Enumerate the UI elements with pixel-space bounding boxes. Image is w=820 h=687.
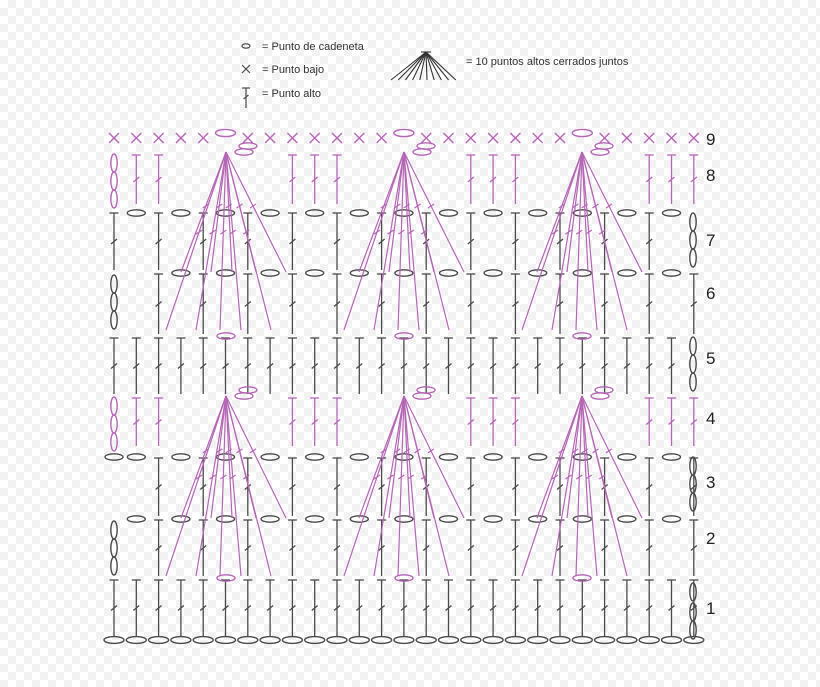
double-crochet-stitch: [422, 520, 431, 576]
chain-stitch: [461, 637, 481, 644]
double-crochet-stitch: [645, 274, 654, 334]
chain-stitch: [126, 637, 146, 644]
chain-stitch: [663, 516, 681, 522]
double-crochet-stitch: [511, 580, 520, 636]
double-crochet-stitch: [689, 155, 698, 204]
double-crochet-stitch: [399, 580, 408, 636]
row-label-5: 5: [706, 349, 716, 368]
double-crochet-stitch: [667, 155, 676, 204]
double-crochet-stitch: [645, 520, 654, 576]
double-crochet-stitch: [578, 580, 587, 636]
chain-stitch: [618, 516, 636, 522]
chain-stitch: [690, 603, 696, 621]
chain-stitch: [282, 637, 302, 644]
chain-stitch: [172, 454, 190, 460]
double-crochet-stitch: [689, 274, 698, 334]
chain-stitch: [618, 210, 636, 216]
chain-stitch: [261, 516, 279, 522]
legend-chain-label: = Punto de cadeneta: [262, 41, 364, 53]
double-crochet-stitch: [511, 155, 520, 204]
single-crochet-stitch: [689, 133, 699, 143]
single-crochet-stitch: [265, 133, 275, 143]
legend-single-crochet-icon: [242, 65, 250, 73]
double-crochet-stitch: [667, 398, 676, 446]
double-crochet-stitch: [556, 580, 565, 636]
legend-cluster-label: = 10 puntos altos cerrados juntos: [466, 56, 629, 68]
chain-stitch: [690, 373, 696, 391]
double-crochet-stitch: [622, 580, 631, 636]
chain-stitch: [127, 210, 145, 216]
double-crochet-stitch: [221, 580, 230, 636]
double-crochet-stitch: [377, 338, 386, 394]
double-crochet-stitch: [489, 155, 498, 204]
double-crochet-stitch: [154, 520, 163, 576]
double-crochet-stitch: [310, 398, 319, 446]
double-crochet-stitch: [310, 580, 319, 636]
double-crochet-stitch: [176, 580, 185, 636]
legend-double-crochet-icon: [242, 88, 250, 108]
double-crochet-stitch: [243, 274, 252, 334]
chain-stitch: [484, 516, 502, 522]
single-crochet-stitch: [466, 133, 476, 143]
chain-stitch: [111, 397, 117, 415]
double-crochet-stitch: [310, 338, 319, 394]
double-crochet-stitch: [645, 458, 654, 516]
row-label-4: 4: [706, 409, 716, 428]
double-crochet-stitch: [511, 520, 520, 576]
chain-stitch: [305, 637, 325, 644]
single-crochet-stitch: [310, 133, 320, 143]
double-crochet-stitch: [600, 274, 609, 334]
row-label-2: 2: [706, 529, 716, 548]
double-crochet-stitch: [578, 338, 587, 394]
row-label-1: 1: [706, 599, 716, 618]
chain-stitch: [306, 454, 324, 460]
double-crochet-stitch: [645, 338, 654, 394]
double-crochet-stitch: [489, 398, 498, 446]
chain-stitch: [111, 172, 117, 190]
chain-stitch: [439, 637, 459, 644]
double-crochet-stitch: [489, 338, 498, 394]
double-crochet-stitch: [667, 338, 676, 394]
double-crochet-stitch: [288, 213, 297, 270]
single-crochet-stitch: [154, 133, 164, 143]
double-crochet-stitch: [511, 338, 520, 394]
chain-stitch: [440, 454, 458, 460]
chain-stitch: [171, 637, 191, 644]
chain-stitch: [111, 293, 117, 311]
chain-stitch: [111, 539, 117, 557]
double-crochet-stitch: [377, 580, 386, 636]
chain-stitch: [350, 210, 368, 216]
double-crochet-stitch: [667, 580, 676, 636]
double-crochet-stitch: [132, 580, 141, 636]
chain-stitch: [111, 521, 117, 539]
chain-stitch: [483, 637, 503, 644]
double-crochet-stitch: [645, 155, 654, 204]
double-crochet-stitch: [422, 580, 431, 636]
chain-stitch: [528, 637, 548, 644]
double-crochet-stitch: [110, 213, 119, 270]
chain-stitch: [349, 637, 369, 644]
cluster-stitch: [166, 152, 286, 330]
chain-stitch: [111, 557, 117, 575]
chain-stitch: [111, 154, 117, 172]
double-crochet-stitch: [199, 520, 208, 576]
chain-stitch: [618, 270, 636, 276]
single-crochet-stitch: [131, 133, 141, 143]
double-crochet-stitch: [645, 398, 654, 446]
chain-stitch: [690, 355, 696, 373]
double-crochet-stitch: [154, 274, 163, 334]
chain-stitch: [484, 270, 502, 276]
double-crochet-stitch: [466, 398, 475, 446]
row-label-3: 3: [706, 473, 716, 492]
row-label-7: 7: [706, 231, 716, 250]
chain-stitch: [690, 231, 696, 249]
cluster-stitch: [522, 152, 642, 330]
double-crochet-stitch: [243, 338, 252, 394]
double-crochet-stitch: [511, 458, 520, 516]
single-crochet-stitch: [377, 133, 387, 143]
double-crochet-stitch: [221, 338, 230, 394]
double-crochet-stitch: [266, 338, 275, 394]
double-crochet-stitch: [288, 155, 297, 204]
chain-stitch: [260, 637, 280, 644]
double-crochet-stitch: [466, 274, 475, 334]
double-crochet-stitch: [333, 338, 342, 394]
double-crochet-stitch: [466, 338, 475, 394]
chain-stitch: [550, 637, 570, 644]
single-crochet-stitch: [421, 133, 431, 143]
chain-stitch: [690, 457, 696, 475]
double-crochet-stitch: [110, 338, 119, 394]
double-crochet-stitch: [333, 580, 342, 636]
double-crochet-stitch: [288, 274, 297, 334]
chain-stitch: [573, 270, 591, 276]
double-crochet-stitch: [466, 458, 475, 516]
double-crochet-stitch: [288, 458, 297, 516]
chain-stitch: [127, 454, 145, 460]
double-crochet-stitch: [622, 338, 631, 394]
chain-stitch: [529, 210, 547, 216]
legend: [242, 41, 629, 108]
double-crochet-stitch: [266, 580, 275, 636]
chain-stitch: [306, 270, 324, 276]
double-crochet-stitch: [154, 338, 163, 394]
double-crochet-stitch: [511, 213, 520, 270]
row-label-9: 9: [706, 130, 716, 149]
chain-stitch: [440, 516, 458, 522]
double-crochet-stitch: [444, 580, 453, 636]
chain-stitch: [440, 270, 458, 276]
chain-stitch: [105, 454, 123, 460]
single-crochet-stitch: [332, 133, 342, 143]
chain-stitch: [595, 143, 613, 149]
double-crochet-stitch: [600, 580, 609, 636]
double-crochet-stitch: [333, 213, 342, 270]
chain-stitch: [372, 637, 392, 644]
chain-stitch: [639, 637, 659, 644]
single-crochet-stitch: [488, 133, 498, 143]
chain-stitch: [690, 583, 696, 601]
single-crochet-stitch: [622, 133, 632, 143]
chain-stitch: [573, 516, 591, 522]
single-crochet-stitch: [354, 133, 364, 143]
double-crochet-stitch: [333, 155, 342, 204]
single-crochet-stitch: [287, 133, 297, 143]
double-crochet-stitch: [154, 580, 163, 636]
legend-chain-icon: [242, 44, 250, 48]
double-crochet-stitch: [243, 520, 252, 576]
double-crochet-stitch: [511, 274, 520, 334]
double-crochet-stitch: [466, 155, 475, 204]
double-crochet-stitch: [288, 398, 297, 446]
double-crochet-stitch: [333, 398, 342, 446]
chain-stitch: [350, 454, 368, 460]
double-crochet-stitch: [444, 338, 453, 394]
chain-stitch: [690, 249, 696, 267]
chain-stitch: [306, 210, 324, 216]
chain-stitch: [573, 454, 591, 460]
chain-stitch: [662, 637, 682, 644]
chain-stitch: [395, 454, 413, 460]
chain-stitch: [505, 637, 525, 644]
chain-stitch: [484, 454, 502, 460]
chain-stitch: [111, 415, 117, 433]
single-crochet-stitch: [555, 133, 565, 143]
double-crochet-stitch: [466, 213, 475, 270]
chain-stitch: [663, 210, 681, 216]
chain-stitch: [690, 493, 696, 511]
single-crochet-stitch: [243, 133, 253, 143]
chain-stitch: [127, 516, 145, 522]
cluster-stitch: [522, 396, 642, 576]
double-crochet-stitch: [533, 338, 542, 394]
chain-stitch: [690, 213, 696, 231]
chain-stitch: [617, 637, 637, 644]
chain-stitch: [484, 210, 502, 216]
double-crochet-stitch: [333, 520, 342, 576]
legend-cluster-icon: [391, 52, 456, 80]
chain-stitch: [572, 637, 592, 644]
chain-stitch: [440, 210, 458, 216]
single-crochet-stitch: [109, 133, 119, 143]
chain-stitch: [394, 129, 414, 136]
chain-stitch: [193, 637, 213, 644]
cluster-stitch: [166, 396, 286, 576]
double-crochet-stitch: [154, 458, 163, 516]
chain-stitch: [690, 337, 696, 355]
double-crochet-stitch: [645, 213, 654, 270]
cluster-stitch: [344, 152, 464, 330]
chain-stitch: [111, 275, 117, 293]
chain-stitch: [261, 270, 279, 276]
chain-stitch: [111, 190, 117, 208]
legend-cluster-fan: [391, 52, 456, 80]
double-crochet-stitch: [533, 580, 542, 636]
single-crochet-stitch: [444, 133, 454, 143]
double-crochet-stitch: [422, 274, 431, 334]
chain-stitch: [261, 454, 279, 460]
chain-stitch: [663, 454, 681, 460]
double-crochet-stitch: [176, 338, 185, 394]
chain-stitch: [663, 270, 681, 276]
chain-stitch: [595, 637, 615, 644]
double-crochet-stitch: [600, 338, 609, 394]
double-crochet-stitch: [333, 274, 342, 334]
single-crochet-stitch: [667, 133, 677, 143]
double-crochet-stitch: [288, 580, 297, 636]
chain-stitch: [572, 129, 592, 136]
chain-stitch: [261, 210, 279, 216]
single-crochet-stitch: [198, 133, 208, 143]
chain-stitch: [395, 210, 413, 216]
double-crochet-stitch: [355, 580, 364, 636]
chain-stitch: [216, 637, 236, 644]
double-crochet-stitch: [288, 338, 297, 394]
double-crochet-stitch: [154, 398, 163, 446]
double-crochet-stitch: [466, 580, 475, 636]
chain-stitch: [327, 637, 347, 644]
double-crochet-stitch: [600, 520, 609, 576]
chain-stitch: [104, 637, 124, 644]
double-crochet-stitch: [243, 580, 252, 636]
row-labels: [706, 130, 715, 618]
row-label-8: 8: [706, 166, 716, 185]
double-crochet-stitch: [556, 338, 565, 394]
double-crochet-stitch: [199, 338, 208, 394]
chain-stitch: [111, 433, 117, 451]
double-crochet-stitch: [511, 398, 520, 446]
double-crochet-stitch: [422, 338, 431, 394]
single-crochet-stitch: [510, 133, 520, 143]
single-crochet-stitch: [644, 133, 654, 143]
chain-stitch: [573, 210, 591, 216]
double-crochet-stitch: [355, 338, 364, 394]
chain-stitch: [306, 516, 324, 522]
chain-stitch: [111, 311, 117, 329]
double-crochet-stitch: [399, 338, 408, 394]
double-crochet-stitch: [154, 213, 163, 270]
double-crochet-stitch: [132, 155, 141, 204]
base-stitches: [104, 210, 704, 644]
chain-stitch: [529, 454, 547, 460]
chain-stitch: [618, 454, 636, 460]
double-crochet-stitch: [310, 155, 319, 204]
chain-stitch: [417, 143, 435, 149]
chain-stitch: [238, 637, 258, 644]
legend-single-crochet-label: = Punto bajo: [262, 64, 325, 76]
chain-stitch: [216, 129, 236, 136]
double-crochet-stitch: [199, 580, 208, 636]
chain-stitch: [394, 637, 414, 644]
double-crochet-stitch: [288, 520, 297, 576]
double-crochet-stitch: [689, 398, 698, 446]
double-crochet-stitch: [489, 580, 498, 636]
single-crochet-stitch: [600, 133, 610, 143]
chain-stitch: [684, 637, 704, 644]
double-crochet-stitch: [466, 520, 475, 576]
chain-stitch: [416, 637, 436, 644]
double-crochet-stitch: [154, 155, 163, 204]
double-crochet-stitch: [645, 580, 654, 636]
row-label-6: 6: [706, 284, 716, 303]
double-crochet-stitch: [132, 338, 141, 394]
cluster-stitch: [344, 396, 464, 576]
double-crochet-stitch: [132, 398, 141, 446]
chain-stitch: [690, 475, 696, 493]
single-crochet-stitch: [176, 133, 186, 143]
double-crochet-stitch: [333, 458, 342, 516]
chain-stitch: [149, 637, 169, 644]
legend-double-crochet-label: = Punto alto: [262, 88, 322, 100]
double-crochet-stitch: [689, 520, 698, 576]
chain-stitch: [239, 143, 257, 149]
double-crochet-stitch: [110, 580, 119, 636]
chain-stitch: [172, 210, 190, 216]
single-crochet-stitch: [533, 133, 543, 143]
